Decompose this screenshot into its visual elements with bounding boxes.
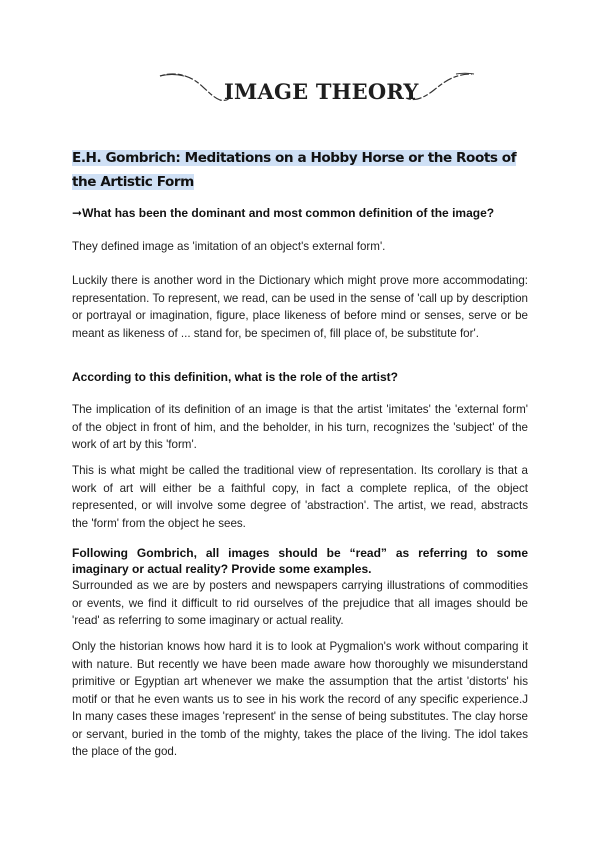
paragraph-4: This is what might be called the traditional view of representation. Its corollary is that a work of art will either be a faithful copy, in fact a complete replica, of the object represented, or will involve some degree of 'abstraction'. The artist, we read, abstracts the 'form' from the object he sees. (72, 464, 528, 530)
paragraph-6: Only the historian knows how hard it is to look at Pygmalion's work without comparing it with nature. But recently we have been made aware how thoroughly we misunderstand primitive or Egyptian art whenever we make the assumption that the artist 'distorts' his motif or that he even wants us to see in his work the record of any specific experience.J In many cases these images 'represent' in the sense of being substitutes. The clay horse or servant, buried in the tomb of the mighty, takes the place of the living. The idol takes the place of the god. (72, 640, 528, 758)
header-title: IMAGE THEORY (224, 79, 419, 104)
page-header (158, 62, 478, 112)
arrow-icon: ➞ (72, 206, 83, 220)
question-2: According to this definition, what is the role of the artist? (72, 370, 399, 384)
paragraph-2: Luckily there is another word in the Dictionary which might prove more accommodating: representation. To represent, we read, can be used in the sense of 'call up by description or portrayal or imagination, figure, place likeness of before mind or senses, serve or be meant as likeness of ... stand for, be specimen of, fill place of, be substitute for'. (72, 274, 528, 340)
question-1 (72, 206, 494, 220)
paragraph-1: They defined image as 'imitation of an object's external form'. (72, 240, 386, 253)
paragraph-3: The implication of its definition of an image is that the artist 'imitates' the 'external form' of the object in front of him, and the beholder, in his turn, recognizes the 'subject' of the work of art by this 'form'. (72, 403, 528, 451)
section-title (72, 146, 528, 194)
section-title-text: E.H. Gombrich: Meditations on a Hobby Horse or the Roots of the Artistic Form (72, 150, 517, 190)
question-1-text: What has been the dominant and most common definition of the image? (82, 206, 495, 220)
paragraph-5: Surrounded as we are by posters and newspapers carrying illustrations of commodities or events, we find it difficult to rid ourselves of the prejudice that all images should be 'read' as referring to some imaginary or actual reality. (72, 579, 528, 627)
question-3: Following Gombrich, all images should be “read” as referring to some imaginary or actual reality? Provide some examples. (72, 546, 528, 576)
